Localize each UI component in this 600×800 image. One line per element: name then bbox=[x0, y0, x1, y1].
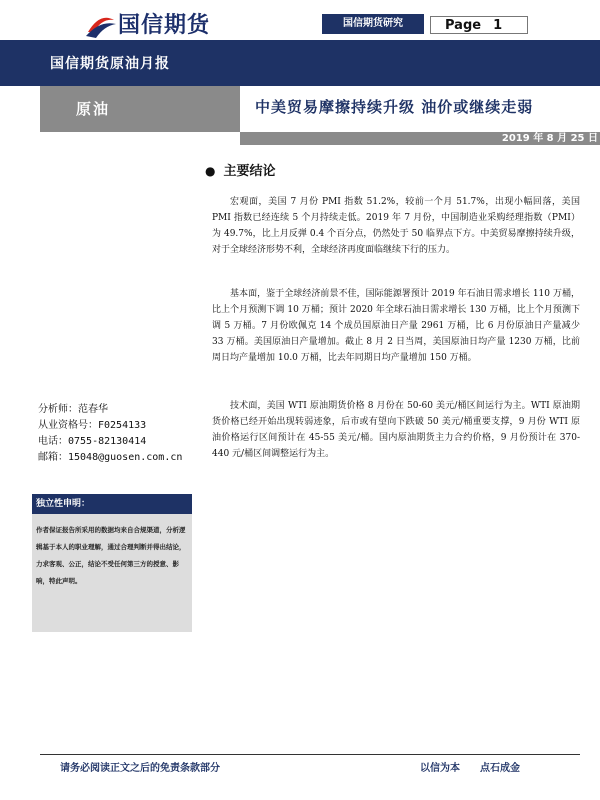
analyst-info bbox=[38, 402, 208, 466]
report-type: 国信期货原油月报 bbox=[50, 56, 170, 72]
logo-name: 国信期货 bbox=[118, 13, 211, 38]
summary-title: 主要结论 bbox=[223, 164, 276, 179]
report-headline: 中美贸易摩擦持续升级 油价或继续走弱 bbox=[255, 98, 534, 116]
bullet-icon: ● bbox=[205, 164, 216, 178]
technical-paragraph: 技术面，美国 WTI 原油期货价格 8 月份在 50-60 美元/桶区间运行为主。WTI 原油期货价格已经开始出现转弱迹象，后市或有望向下跌破 50 美元/桶重要支撑，9 月份 WTI 原油价格运行区间预计在 45-55 美元/桶。国内原油期货主力合约价格，9 月份预计在 370-440 元/桶区间调整运行为主。 bbox=[212, 401, 580, 459]
disclaimer-body: 作者保证报告所采用的数据均来自合规渠道，分析逻辑基于本人的职业理解，通过合理判断并得出结论，力求客观、公正，结论不受任何第三方的授意、影响，特此声明。 bbox=[32, 514, 192, 632]
slogan-part-2: 点石成金 bbox=[480, 763, 520, 774]
page-number: 1 bbox=[493, 18, 503, 33]
report-date: 2019 年 8 月 25 日 bbox=[501, 133, 598, 144]
slogan-part-1: 以信为本 bbox=[420, 763, 460, 774]
independence-statement bbox=[32, 494, 192, 632]
macro-paragraph: 宏观面，美国 7 月份 PMI 指数 51.2%，较前一个月 51.7%，出现小幅回落，美国 PMI 指数已经连续 5 个月持续走低。2019 年 7 月份，中国制造业采购经理指数（PMI）为 49.7%，比上月反弹 0.4 个百分点，仍然处于 50 临界点下方。中美贸易摩擦持续升级，对于全球经济形势不利，全球经济再度面临继续下行的压力。 bbox=[212, 197, 580, 255]
analyst-name: 分析师：范春华 bbox=[38, 404, 108, 415]
top-banner bbox=[0, 40, 600, 86]
analyst-cert: 从业资格号：F0254133 bbox=[38, 420, 147, 431]
section-label-box bbox=[40, 86, 240, 132]
research-tag: 国信期货研究 bbox=[322, 14, 424, 34]
section-label: 原油 bbox=[76, 100, 111, 118]
date-bar bbox=[240, 130, 600, 145]
fundamental-paragraph: 基本面，鉴于全球经济前景不佳，国际能源署预计 2019 年石油日需求增长 110 万桶，比上个月预测下调 10 万桶；预计 2020 年全球石油日需求增长 130 万桶，比上个月预测下调 5 万桶。7 月份欧佩克 14 个成员国原油日产量 2961 万桶，比 6 月份原油日产量减少 33 万桶。美国原油日产量增加。截止 8 月 2 日当周，美国原油日均产量 1230 万桶，比前周日均产量增加 10.0 万桶，比去年同期日均产量增加 150 万桶。 bbox=[212, 289, 580, 363]
analyst-email: 邮箱：15048@guosen.com.cn bbox=[38, 452, 183, 463]
summary-heading bbox=[205, 160, 276, 179]
page-indicator bbox=[430, 16, 528, 34]
footer-disclaimer-note: 请务必阅读正文之后的免责条款部分 bbox=[60, 763, 220, 774]
footer-divider bbox=[40, 754, 580, 755]
footer-slogan bbox=[420, 759, 520, 774]
guosen-logo-icon bbox=[80, 10, 120, 44]
page-label: Page bbox=[445, 18, 482, 33]
analyst-phone: 电话：0755-82130414 bbox=[38, 436, 147, 447]
disclaimer-title: 独立性申明： bbox=[32, 494, 192, 514]
